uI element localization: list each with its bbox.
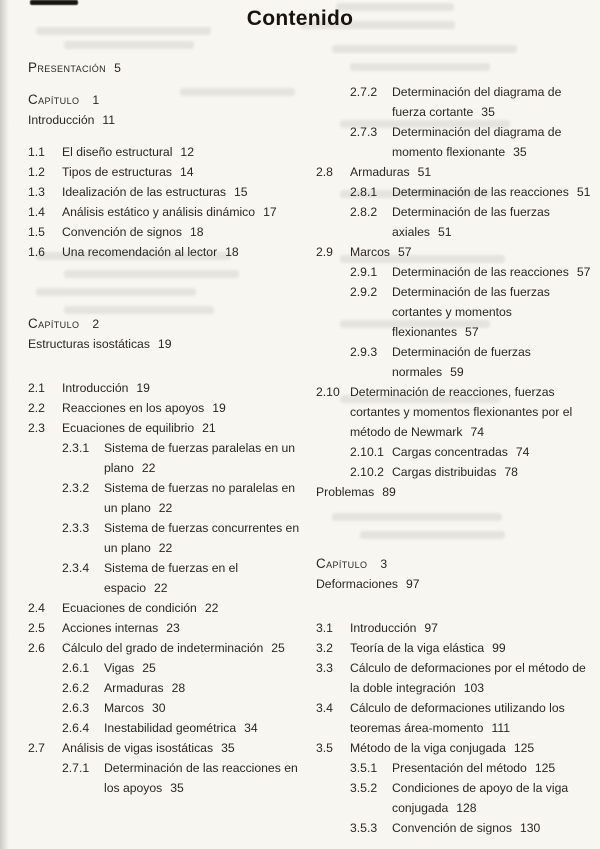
chapter-word: Capítulo (28, 92, 80, 107)
chapter-title (316, 574, 596, 594)
section-number: 2.3.2 (62, 481, 90, 495)
section-number: 2.7.2 (350, 85, 378, 99)
entry-text (62, 378, 304, 398)
page-number: 97 (424, 621, 438, 635)
toc-entry (316, 242, 596, 262)
toc-entry (316, 758, 596, 778)
entry-title: Vigas (104, 661, 135, 675)
section-number: 2.4 (28, 601, 45, 615)
entry-title: Inestabilidad geométrica (104, 721, 237, 735)
entry-text (350, 242, 596, 262)
entry-text (392, 778, 596, 818)
entry-title: Convención de signos (392, 821, 512, 835)
entry-text (104, 658, 304, 678)
toc-entry (28, 598, 304, 618)
entry-text (62, 398, 304, 418)
toc-entry (316, 342, 596, 382)
page-number: 30 (151, 701, 166, 715)
page-number: 18 (225, 245, 239, 259)
chapter-page-number: 19 (157, 337, 172, 351)
toc-entry (28, 398, 304, 418)
page-number: 74 (470, 425, 485, 439)
entry-text (350, 698, 596, 738)
section-number: 1.4 (28, 205, 45, 219)
entry-title: Determinación de fuerzas normales (392, 345, 531, 379)
section-number: 2.10 (316, 385, 340, 399)
entry-text (62, 598, 304, 618)
page-number: 99 (492, 641, 506, 655)
entry-text (392, 202, 596, 242)
page-number: 125 (534, 761, 556, 775)
section-number: 3.4 (316, 701, 333, 715)
entry-text (392, 442, 596, 462)
entry-text (350, 162, 596, 182)
page-number: 18 (189, 225, 204, 239)
entry-title: Ecuaciones de condición (62, 601, 197, 615)
section-number: 2.8.2 (350, 205, 378, 219)
entry-title: Convención de signos (62, 225, 182, 239)
page-number: 59 (450, 365, 464, 379)
page-number: 22 (204, 601, 219, 615)
page-number: 35 (481, 105, 495, 119)
entry-text (392, 342, 596, 382)
entry-title: Determinación de las fuerzas axiales (392, 205, 550, 239)
page-number: 57 (465, 325, 479, 339)
chapter-label (316, 554, 596, 574)
chapter-label (28, 90, 304, 110)
entry-title: Determinación de las reacciones (392, 265, 569, 279)
entry-title: Determinación de las fuerzas cortantes y momentos flexionantes (392, 285, 550, 339)
page-number: 14 (179, 165, 194, 179)
page-number: 57 (397, 245, 412, 259)
entry-title: Determinación de las reacciones (392, 185, 569, 199)
entry-text (392, 818, 596, 838)
page-number: 125 (513, 741, 535, 755)
toc-entry (316, 658, 596, 698)
entry-title: Cargas distribuidas (392, 465, 497, 479)
section-number: 1.3 (28, 185, 45, 199)
entry-title: Introducción (350, 621, 417, 635)
page-number: 22 (158, 501, 173, 515)
chapter-label (28, 314, 304, 334)
page-number: 25 (142, 661, 156, 675)
entry-text (62, 182, 304, 202)
toc-entry (316, 482, 596, 502)
chapter-number: 2 (92, 317, 100, 331)
page-number: 51 (437, 225, 452, 239)
entry-text (392, 182, 596, 202)
toc-entry (28, 222, 304, 242)
toc-entry (28, 202, 304, 222)
entry-text (392, 262, 596, 282)
section-number: 3.5.1 (350, 761, 378, 775)
entry-text (62, 162, 304, 182)
page-number: 22 (141, 461, 156, 475)
toc-entry (316, 202, 596, 242)
chapter-title (28, 334, 304, 354)
toc-entry (28, 698, 304, 718)
page-number: 35 (513, 145, 527, 159)
toc-entry (28, 718, 304, 738)
page-number: 34 (244, 721, 258, 735)
toc-entry (316, 82, 596, 122)
section-number: 2.7.1 (62, 761, 90, 775)
section-number: 2.8 (316, 165, 333, 179)
toc-entry (316, 262, 596, 282)
section-number: 2.10.2 (350, 465, 384, 479)
page-number: 57 (576, 265, 591, 279)
toc-entry (316, 122, 596, 162)
entry-text (350, 658, 596, 698)
entry-text (104, 558, 304, 598)
entry-title: Análisis de vigas isostáticas (62, 741, 214, 755)
page-number: 35 (221, 741, 235, 755)
entry-text (350, 638, 596, 658)
toc-entry (28, 658, 304, 678)
section-number: 2.9.3 (350, 345, 378, 359)
page-number: 21 (202, 421, 216, 435)
toc-entry (316, 738, 596, 758)
toc-entry (316, 282, 596, 342)
section-number: 2.6 (28, 641, 45, 655)
section-number: 3.5.2 (350, 781, 378, 795)
toc-entry (28, 142, 304, 162)
section-number: 1.5 (28, 225, 45, 239)
entry-text (104, 678, 304, 698)
toc-entry (28, 162, 304, 182)
entry-text (104, 698, 304, 718)
page-number: 5 (114, 61, 121, 75)
section-number: 3.3 (316, 661, 333, 675)
section-number: 2.6.2 (62, 681, 90, 695)
entry-title: Presentación (28, 60, 107, 75)
entry-title: Determinación de las reacciones en los apoyos (104, 761, 298, 795)
entry-text (392, 462, 596, 482)
page-number: 22 (158, 541, 173, 555)
page-number: 23 (166, 621, 180, 635)
chapter-heading (316, 554, 596, 594)
toc-entry (316, 462, 596, 482)
toc-entry (28, 678, 304, 698)
page-number: 12 (180, 145, 194, 159)
entry-text (62, 242, 304, 262)
entry-text (104, 438, 304, 478)
entry-title: Teoría de la viga elástica (350, 641, 485, 655)
page-number: 25 (271, 641, 285, 655)
entry-title: Cálculo de deformaciones utilizando los teoremas área-momento (350, 701, 565, 735)
section-number: 2.1 (28, 381, 45, 395)
entry-title: Armaduras (104, 681, 164, 695)
page-number: 51 (417, 165, 432, 179)
toc-entry (316, 618, 596, 638)
entry-text (62, 738, 304, 758)
section-number: 2.6.3 (62, 701, 90, 715)
entry-text (62, 418, 304, 438)
chapter-page-number: 11 (102, 113, 116, 127)
entry-title: Determinación del diagrama de momento flexionante (392, 125, 562, 159)
page-number: 78 (504, 465, 518, 479)
entry-title: Condiciones de apoyo de la viga conjugada (392, 781, 569, 815)
toc-entry (28, 418, 304, 438)
page-number: 128 (456, 801, 477, 815)
entry-text (392, 82, 596, 122)
section-number: 2.5 (28, 621, 45, 635)
entry-title: Problemas (316, 485, 375, 499)
entry-title: Determinación del diagrama de fuerza cortante (392, 85, 562, 119)
chapter-page-number: 97 (405, 577, 420, 591)
page-number: 15 (233, 185, 248, 199)
entry-text (392, 282, 596, 342)
page-title: Contenido (246, 7, 354, 30)
toc-entry (28, 518, 304, 558)
toc-entry (28, 478, 304, 518)
toc-entry (28, 242, 304, 262)
section-number: 2.6.4 (62, 721, 90, 735)
section-number: 1.6 (28, 245, 45, 259)
toc-entry (316, 442, 596, 462)
entry-text (350, 618, 596, 638)
toc-entry (28, 558, 304, 598)
toc-entry (316, 638, 596, 658)
entry-title: Método de la viga conjugada (350, 741, 506, 755)
entry-title: Acciones internas (62, 621, 159, 635)
toc-column-left (28, 58, 304, 838)
page-number: 89 (382, 485, 396, 499)
entry-title: Cálculo del grado de indeterminación (62, 641, 264, 655)
chapter-title-text: Estructuras isostáticas (28, 337, 150, 351)
section-number: 3.5.3 (350, 821, 378, 835)
toc-entry (316, 182, 596, 202)
page-number: 17 (263, 205, 277, 219)
toc-columns (28, 58, 596, 838)
bleed-through-text (64, 41, 194, 49)
entry-title: Sistema de fuerzas paralelas en un plano (104, 441, 296, 475)
entry-title: Armaduras (350, 165, 410, 179)
chapter-word: Capítulo (316, 556, 368, 571)
entry-title: Cargas concentradas (392, 445, 508, 459)
entry-text (104, 718, 304, 738)
toc-entry (316, 818, 596, 838)
section-number: 2.6.1 (62, 661, 90, 675)
section-number: 3.5 (316, 741, 333, 755)
section-number: 2.3.4 (62, 561, 90, 575)
toc-entry (316, 382, 596, 442)
entry-title: Cálculo de deformaciones por el método de la doble integración (350, 661, 586, 695)
chapter-heading (28, 90, 304, 130)
toc-entry (316, 778, 596, 818)
entry-title: Sistema de fuerzas en el espacio (104, 561, 239, 595)
chapter-number: 1 (92, 93, 100, 107)
toc-entry (28, 182, 304, 202)
entry-title: Sistema de fuerzas no paralelas en un plano (104, 481, 296, 515)
entry-text (62, 202, 304, 222)
section-number: 2.9 (316, 245, 333, 259)
entry-title: Sistema de fuerzas concurrentes en un plano (104, 521, 300, 555)
chapter-title-text: Deformaciones (316, 577, 398, 591)
toc-entry (28, 378, 304, 398)
chapter-title-text: Introducción (28, 113, 95, 127)
entry-title: Determinación de reacciones, fuerzas cortantes y momentos flexionantes por el método de Newmark (350, 385, 573, 439)
page-number: 28 (171, 681, 186, 695)
page-number: 19 (136, 381, 150, 395)
entry-title: Presentación del método (392, 761, 527, 775)
entry-title: Idealización de las estructuras (62, 185, 226, 199)
section-number: 2.2 (28, 401, 45, 415)
entry-title: Marcos (350, 245, 390, 259)
section-number: 2.9.2 (350, 285, 378, 299)
page-number: 111 (491, 721, 510, 735)
section-number: 2.3.3 (62, 521, 90, 535)
entry-text (392, 758, 596, 778)
toc-entry (28, 58, 304, 78)
section-number: 2.7 (28, 741, 45, 755)
entry-title: Introducción (62, 381, 129, 395)
entry-text (62, 222, 304, 242)
section-number: 2.8.1 (350, 185, 378, 199)
entry-text (62, 618, 304, 638)
chapter-number: 3 (380, 557, 388, 571)
chapter-title (28, 110, 304, 130)
entry-text (350, 382, 596, 442)
bleed-through-text (332, 45, 517, 53)
toc-entry (28, 438, 304, 478)
entry-title: El diseño estructural (62, 145, 173, 159)
section-number: 1.1 (28, 145, 45, 159)
toc-entry (316, 698, 596, 738)
page-number: 130 (519, 821, 541, 835)
toc-entry (28, 638, 304, 658)
entry-title: Marcos (104, 701, 144, 715)
entry-title: Ecuaciones de equilibrio (62, 421, 195, 435)
entry-text (392, 122, 596, 162)
entry-text (104, 478, 304, 518)
entry-title: Una recomendación al lector (62, 245, 218, 259)
section-number: 2.3.1 (62, 441, 90, 455)
section-number: 1.2 (28, 165, 45, 179)
chapter-heading (28, 314, 304, 354)
page-number: 51 (576, 185, 591, 199)
page-number: 74 (515, 445, 530, 459)
toc-column-right (316, 58, 596, 838)
entry-text (62, 638, 304, 658)
entry-text (62, 142, 304, 162)
toc-entry (28, 758, 304, 798)
entry-text (350, 738, 596, 758)
entry-text (104, 758, 304, 798)
page-number: 35 (170, 781, 184, 795)
page-number: 103 (463, 681, 485, 695)
chapter-word: Capítulo (28, 316, 80, 331)
toc-entry (28, 738, 304, 758)
section-number: 2.3 (28, 421, 45, 435)
toc-entry (28, 618, 304, 638)
section-number: 2.7.3 (350, 125, 378, 139)
section-number: 3.2 (316, 641, 333, 655)
entry-title: Análisis estático y análisis dinámico (62, 205, 256, 219)
section-number: 2.9.1 (350, 265, 378, 279)
page-number: 22 (154, 581, 168, 595)
section-number: 2.10.1 (350, 445, 384, 459)
toc-entry (316, 162, 596, 182)
entry-title: Tipos de estructuras (62, 165, 172, 179)
page-number: 19 (212, 401, 226, 415)
section-number: 3.1 (316, 621, 333, 635)
entry-text (104, 518, 304, 558)
entry-title: Reacciones en los apoyos (62, 401, 205, 415)
